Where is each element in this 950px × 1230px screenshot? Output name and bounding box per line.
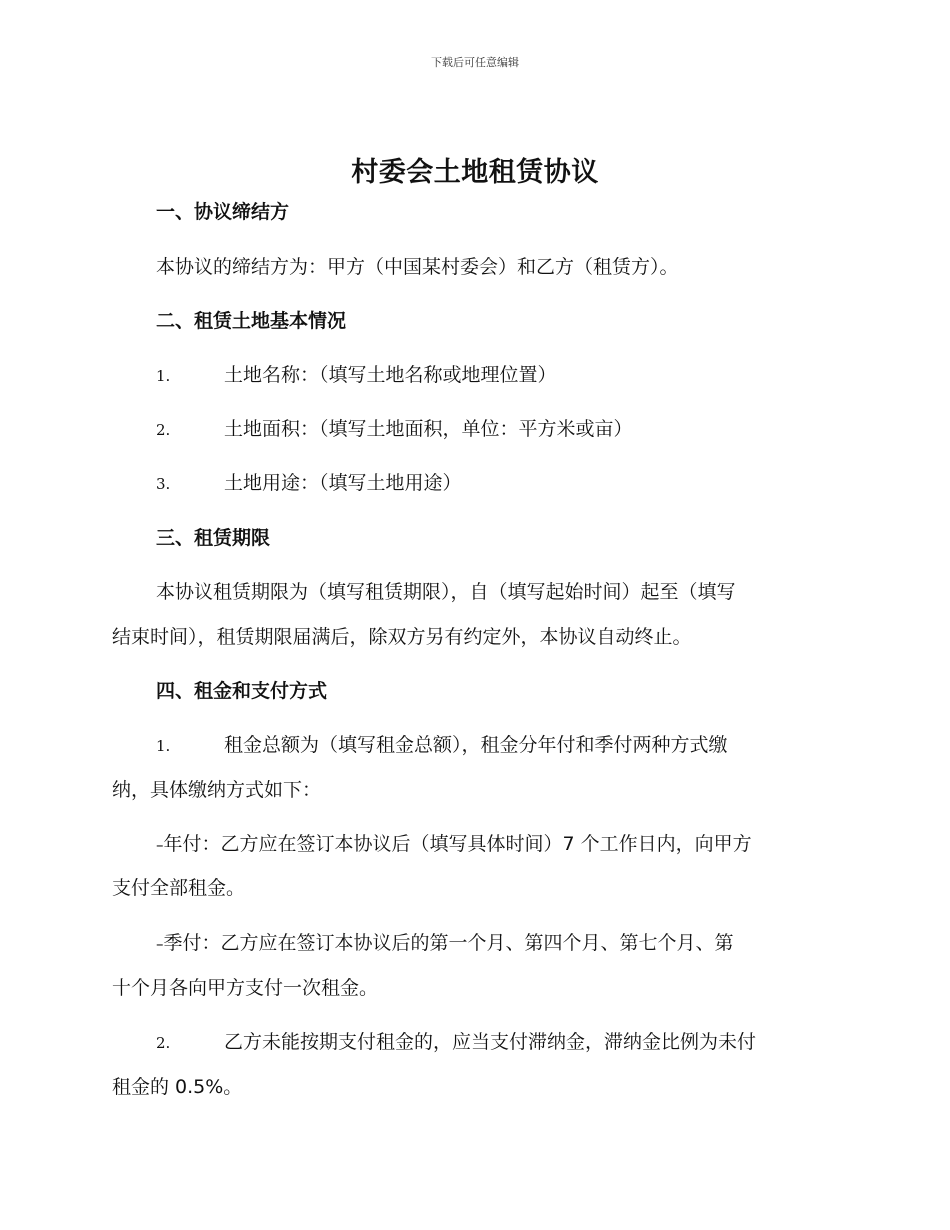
dash-marker: –	[156, 935, 164, 953]
list-number: 2.	[156, 421, 171, 439]
list-item-text: 土地名称：（填写土地名称或地理位置）	[224, 364, 557, 386]
list-item	[156, 469, 462, 498]
list-item-continuation: 纳，具体缴纳方式如下：	[112, 779, 322, 801]
annual-payment-line2: 支付全部租金。	[112, 877, 246, 899]
list-item-text: 土地用途：（填写土地用途）	[224, 472, 462, 494]
dash-marker: –	[156, 836, 164, 854]
term-paragraph-line1: 本协议租赁期限为（填写租赁期限），自（填写起始时间）起至（填写	[156, 581, 736, 603]
parties-paragraph: 本协议的缔结方为：甲方（中国某村委会）和乙方（租赁方）。	[156, 256, 679, 278]
section-heading-parties: 一、协议缔结方	[156, 201, 290, 223]
list-item	[156, 415, 633, 444]
quarterly-payment-line2: 十个月各向甲方支付一次租金。	[112, 977, 379, 999]
annual-payment-line1	[156, 830, 752, 859]
list-item-text: 土地面积：（填写土地面积，单位：平方米或亩）	[224, 418, 633, 440]
list-number: 1.	[156, 367, 171, 385]
list-item	[156, 731, 728, 760]
quarterly-payment-line1	[156, 929, 734, 958]
header-note: 下载后可任意编辑	[431, 56, 519, 69]
section-heading-rent: 四、租金和支付方式	[156, 680, 328, 702]
list-number: 3.	[156, 475, 171, 493]
section-heading-land-info: 二、租赁土地基本情况	[156, 310, 347, 332]
list-number: 2.	[156, 1034, 171, 1052]
list-item-text: 租金总额为（填写租金总额），租金分年付和季付两种方式缴	[224, 734, 728, 756]
list-item-continuation: 租金的 0.5%。	[112, 1076, 243, 1098]
list-item	[156, 361, 557, 390]
term-paragraph-line2: 结束时间），租赁期限届满后，除双方另有约定外，本协议自动终止。	[112, 626, 692, 648]
list-item	[156, 1028, 756, 1057]
annual-payment-text: 年付：乙方应在签订本协议后（填写具体时间）7 个工作日内，向甲方	[163, 833, 752, 855]
document-title: 村委会土地租赁协议	[351, 157, 599, 188]
list-number: 1.	[156, 737, 171, 755]
section-heading-term: 三、租赁期限	[156, 527, 271, 549]
list-item-text: 乙方未能按期支付租金的，应当支付滞纳金，滞纳金比例为未付	[224, 1031, 757, 1053]
quarterly-payment-text: 季付：乙方应在签订本协议后的第一个月、第四个月、第七个月、第	[163, 932, 734, 954]
